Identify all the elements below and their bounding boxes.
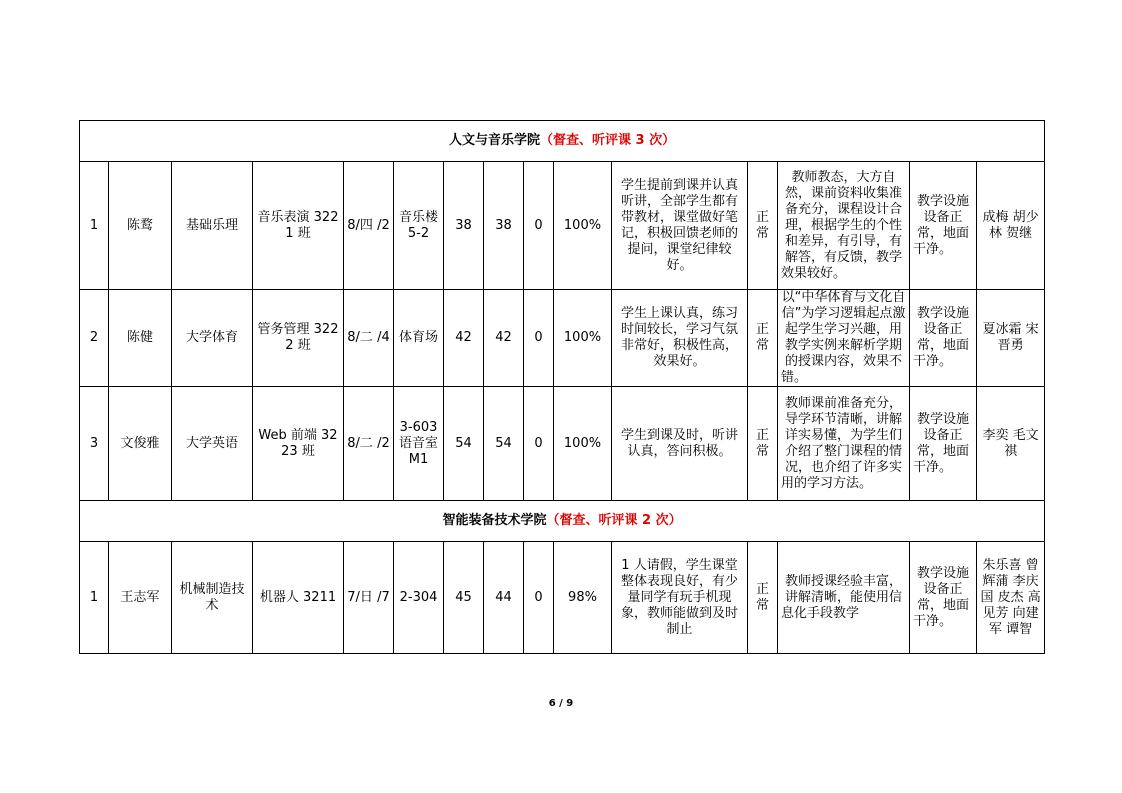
- section-title-cell: [80, 501, 1045, 542]
- class-discipline: 学生提前到课并认真听讲，全部学生都有带教材，课堂做好笔记，积极回馈老师的提问，课堂纪律较好。: [612, 162, 748, 290]
- class-time: 7/日 /7: [344, 542, 394, 654]
- absent-count: 0: [524, 162, 554, 290]
- inspectors: 李奕 毛文祺: [977, 387, 1045, 501]
- teaching-status: 正常: [748, 162, 778, 290]
- attendance-rate: 100%: [554, 290, 612, 387]
- inspectors: 成梅 胡少林 贺继: [977, 162, 1045, 290]
- class-time: 8/四 /2: [344, 162, 394, 290]
- teaching-comment: 以“中华体育与文化自信”为学习逻辑起点激起学生学习兴趣，用教学实例来解析学期的授课内容，效果不错。: [778, 290, 910, 387]
- table-row: [80, 542, 1045, 654]
- absent-count: 0: [524, 542, 554, 654]
- class-discipline: 1 人请假，学生课堂整体表现良好，有少量同学有玩手机现象，教师能做到及时制止: [612, 542, 748, 654]
- classroom: 音乐楼 5-2: [394, 162, 444, 290]
- class-name: 管务管理 3222 班: [253, 290, 344, 387]
- facility-status: 教学设施设备正常，地面干净。: [910, 542, 977, 654]
- actual-count: 44: [484, 542, 524, 654]
- class-name: Web 前端 3223 班: [253, 387, 344, 501]
- course-name: 机械制造技术: [172, 542, 253, 654]
- actual-count: 38: [484, 162, 524, 290]
- page-number: 6 / 9: [548, 698, 574, 709]
- section-header: [80, 121, 1045, 162]
- table-row: [80, 290, 1045, 387]
- inspection-table: [79, 120, 1045, 654]
- teacher-name: 文俊雅: [109, 387, 172, 501]
- class-name: 音乐表演 3221 班: [253, 162, 344, 290]
- teaching-comment: 教师授课经验丰富，讲解清晰，能使用信息化手段教学: [778, 542, 910, 654]
- course-name: 大学体育: [172, 290, 253, 387]
- facility-status: 教学设施设备正常，地面干净。: [910, 387, 977, 501]
- course-name: 基础乐理: [172, 162, 253, 290]
- row-number: 1: [80, 162, 109, 290]
- attendance-rate: 98%: [554, 542, 612, 654]
- teaching-comment: 教师课前准备充分，导学环节清晰，讲解详实易懂，为学生们介绍了整门课程的情况，也介绍了许多实用的学习方法。: [778, 387, 910, 501]
- row-number: 2: [80, 290, 109, 387]
- facility-status: 教学设施设备正常，地面干净。: [910, 162, 977, 290]
- section-title: 人文与音乐学院: [449, 133, 541, 148]
- expected-count: 42: [444, 290, 484, 387]
- class-time: 8/二 /4: [344, 290, 394, 387]
- teacher-name: 陈鹜: [109, 162, 172, 290]
- teaching-status: 正常: [748, 290, 778, 387]
- section-inspection-count: （督查、听评课 2 次）: [546, 513, 682, 528]
- absent-count: 0: [524, 290, 554, 387]
- teaching-comment: 教师教态，大方自然，课前资料收集准备充分，课程设计合理，根据学生的个性和差异，有引导，有解答，有反馈，教学效果较好。: [778, 162, 910, 290]
- expected-count: 45: [444, 542, 484, 654]
- expected-count: 54: [444, 387, 484, 501]
- absent-count: 0: [524, 387, 554, 501]
- section-title-cell: [80, 121, 1045, 162]
- actual-count: 54: [484, 387, 524, 501]
- expected-count: 38: [444, 162, 484, 290]
- teacher-name: 陈健: [109, 290, 172, 387]
- section-inspection-count: （督查、听评课 3 次）: [540, 133, 676, 148]
- section-header: [80, 501, 1045, 542]
- attendance-rate: 100%: [554, 387, 612, 501]
- row-number: 3: [80, 387, 109, 501]
- table-row: [80, 387, 1045, 501]
- actual-count: 42: [484, 290, 524, 387]
- class-discipline: 学生到课及时，听讲认真，答问积极。: [612, 387, 748, 501]
- attendance-rate: 100%: [554, 162, 612, 290]
- row-number: 1: [80, 542, 109, 654]
- facility-status: 教学设施设备正常，地面干净。: [910, 290, 977, 387]
- teaching-status: 正常: [748, 542, 778, 654]
- course-name: 大学英语: [172, 387, 253, 501]
- teaching-status: 正常: [748, 387, 778, 501]
- inspectors: 夏冰霜 宋晋勇: [977, 290, 1045, 387]
- table-row: [80, 162, 1045, 290]
- class-discipline: 学生上课认真，练习时间较长，学习气氛非常好，积极性高，效果好。: [612, 290, 748, 387]
- classroom: 体育场: [394, 290, 444, 387]
- teacher-name: 王志军: [109, 542, 172, 654]
- class-name: 机器人 3211: [253, 542, 344, 654]
- section-title: 智能装备技术学院: [442, 513, 547, 528]
- inspectors: 朱乐喜 曾辉蒲 李庆国 皮杰 高见芳 向建军 谭智: [977, 542, 1045, 654]
- classroom: 2-304: [394, 542, 444, 654]
- classroom: 3-603 语音室 M1: [394, 387, 444, 501]
- class-time: 8/二 /2: [344, 387, 394, 501]
